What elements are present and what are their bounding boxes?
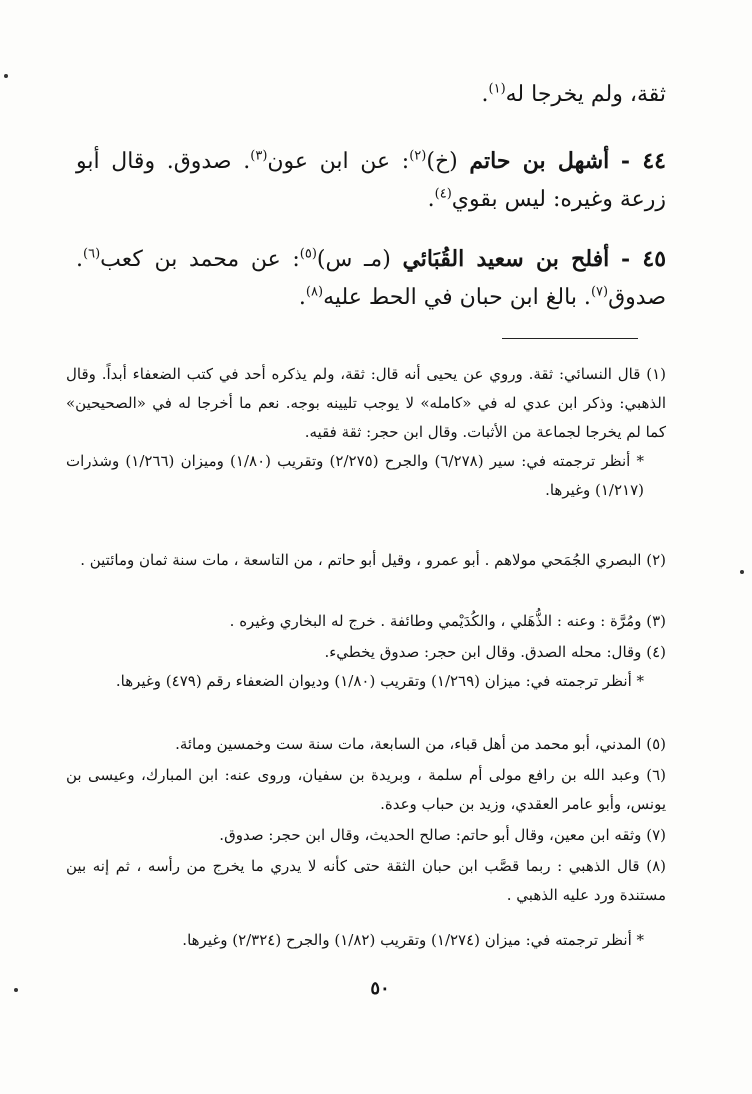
footnote-7-number: (٧) [646, 826, 666, 844]
entry-45-text-c: . بالغ ابن حبان في الحط عليه [323, 285, 591, 310]
footnote-3 [66, 607, 666, 636]
scan-speck [740, 570, 744, 574]
entry-44-symbol: (خ) [426, 149, 458, 174]
footnote-2-number: (٢) [646, 551, 666, 569]
footnote-5-number: (٥) [646, 735, 666, 753]
entry-45: ٤٥ - أفلح بن سعيد القُبَائي (مـ س)$^{(٥)}$: عن محمد بن كعب$^{(٦)}$. صدوق$^{(٧)}$. بالغ ابن حبان في الحط عليه$^{(٨)}$. [76, 246, 667, 310]
entry-45-number: ٤٥ - [620, 246, 667, 272]
footnote-separator [502, 338, 638, 339]
footnote-8-references: * أنظر ترجمته في: ميزان (١/٢٧٤) وتقريب (١/٨٢) والجرح (٢/٣٢٤) وغيرها. [182, 931, 644, 949]
footnote-4-text: وقال: محله الصدق. وقال ابن حجر: صدوق يخطيء. [324, 643, 642, 661]
footnote-ref-6: (٦) [83, 246, 101, 262]
entry-44-text-a: : عن ابن عون [267, 149, 410, 174]
entry-43-continuation: ثقة، ولم يخرجا له$^{(١)}$. [481, 81, 666, 107]
entry-45-text-a: : عن محمد بن كعب [100, 247, 300, 272]
entry-45-name: أفلح بن سعيد القُبَائي [402, 246, 610, 272]
footnote-6-number: (٦) [646, 766, 666, 784]
footnote-8 [66, 852, 666, 910]
footnote-8-references-block [66, 926, 666, 955]
footnote-ref-5: (٥) [299, 246, 317, 262]
footnote-8-text: قال الذهبي : ربما قصَّب ابن حبان الثقة حتى كأنه لا يدري ما يخرج من رأسه ، ثم إنه بين مستندة ورد عليه الذهبي . [66, 857, 666, 904]
footnote-ref-2: (٢) [409, 148, 427, 164]
entry-45-symbol: (مـ س) [316, 247, 391, 272]
entry-44: ٤٤ - أشهل بن حاتم (خ)$^{(٢)}$: عن ابن عون$^{(٣)}$. صدوق. وقال أبو زرعة وغيره: ليس بقوي$^{(٤)}$. [76, 148, 666, 212]
footnote-6 [66, 761, 666, 819]
footnote-ref-3: (٣) [250, 148, 268, 164]
footnote-3-text: ومُرَّة : وعنه : الذُّهَلي ، والكُدَيْمي وطائفة . خرج له البخاري وغيره . [229, 612, 642, 630]
footnote-6-text: وعبد الله بن رافع مولى أم سلمة ، وبريدة بن سفيان، وروى عنه: ابن المبارك، وعيسى بن يونس، وأبو عامر العقدي، وزيد بن حباب وعدة. [66, 766, 666, 813]
footnote-1-references: * أنظر ترجمته في: سير (٦/٢٧٨) والجرح (٢/٢٧٥) وتقريب (١/٨٠) وميزان (١/٢٦٦) وشذرات (١/٢١٧) وغيرها. [66, 452, 644, 499]
footnote-1 [66, 360, 666, 505]
entry-45-text-b: . صدوق [76, 247, 666, 310]
entry-44-text-b: . صدوق. وقال أبو زرعة وغيره: ليس بقوي [76, 149, 666, 212]
footnote-7-text: وثقه ابن معين، وقال أبو حاتم: صالح الحديث، وقال ابن حجر: صدوق. [219, 826, 642, 844]
scan-speck [4, 74, 8, 78]
footnote-ref-7: (٧) [590, 284, 609, 300]
footnote-ref-1: (١) [488, 81, 506, 97]
footnote-1-number: (١) [646, 365, 666, 383]
scan-speck [14, 988, 18, 992]
footnote-ref-4: (٤) [434, 186, 452, 202]
entry-44-name: أشهل بن حاتم [469, 148, 610, 174]
footnote-4-references: * أنظر ترجمته في: ميزان (١/٢٦٩) وتقريب (١/٨٠) وديوان الضعفاء رقم (٤٧٩) وغيرها. [115, 672, 644, 690]
entry-43-text: ثقة، ولم يخرجا له [505, 82, 666, 107]
footnote-2 [66, 546, 666, 575]
footnote-1-text: قال النسائي: ثقة. وروي عن يحيى أنه قال: ثقة، ولم يذكره أحد في كتب الضعفاء أبداً. وقال الذهبي: وذكر ابن عدي له في «كامله» لا يوجب تليينه بوجه. نعم ما أخرجا له في «الصحيحين» كما لم يخرجا لجماعة من الأثبات. وقال ابن حجر: ثقة فقيه. [66, 365, 666, 441]
footnote-5 [66, 730, 666, 759]
page-number: ٥٠ [370, 978, 390, 999]
entry-44-number: ٤٤ - [620, 148, 666, 174]
footnote-2-text: البصري الجُمَحي مولاهم . أبو عمرو ، وقيل أبو حاتم ، من التاسعة ، مات سنة ثمان ومائتين . [80, 551, 642, 569]
footnote-7 [66, 821, 666, 850]
footnote-3-number: (٣) [646, 612, 666, 630]
footnote-ref-8: (٨) [305, 284, 324, 300]
footnote-8-number: (٨) [646, 857, 666, 875]
footnote-5-text: المدني، أبو محمد من أهل قباء، من السابعة، مات سنة ست وخمسين ومائة. [175, 735, 642, 753]
footnote-4-number: (٤) [646, 643, 666, 661]
footnote-4 [66, 638, 666, 696]
